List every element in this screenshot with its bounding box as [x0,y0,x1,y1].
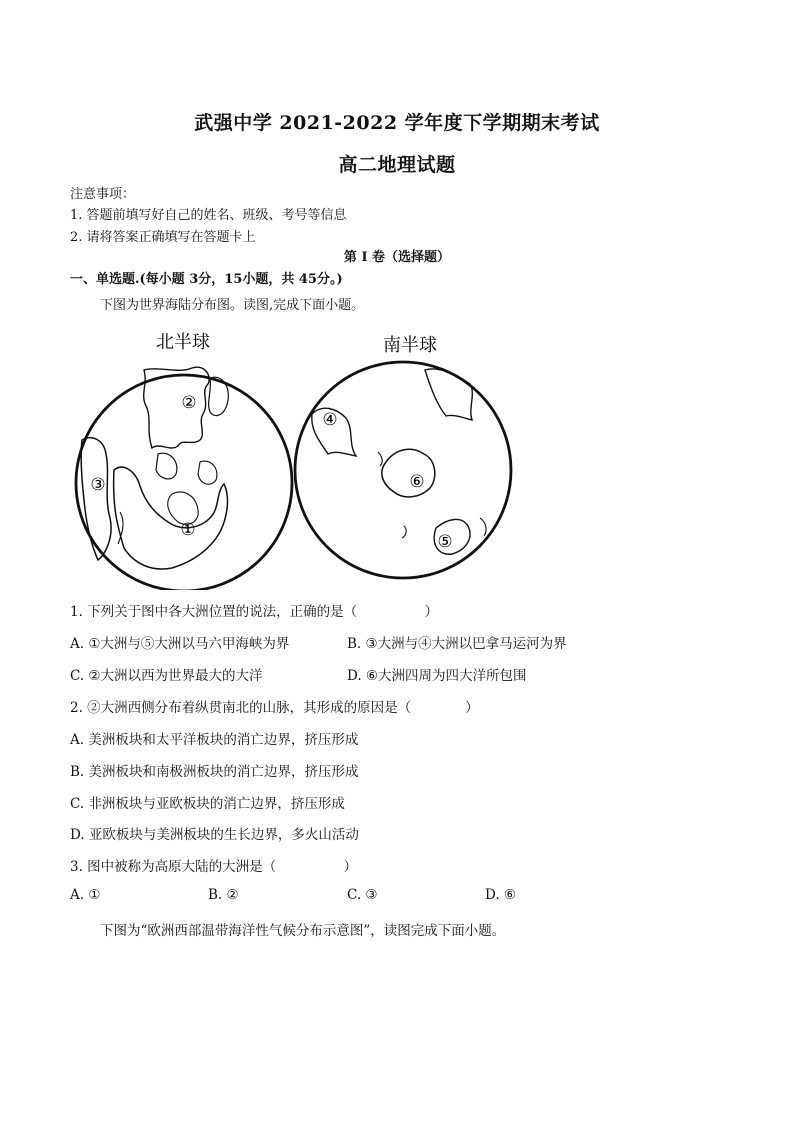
intro-text: 下图为世界海陆分布图。读图,完成下面小题。 [100,298,365,313]
notice-item: 1. 答题前填写好自己的姓名、班级、考号等信息 [70,208,347,223]
continent-marker-1: ① [180,520,196,540]
world-hemisphere-map [60,322,530,590]
part-heading: 一、单选题.(每小题 3分，15小题，共 45分。) [70,272,343,287]
question-3-option-b: B. ② [208,887,239,903]
question-2-option-d: D. 亚欧板块与美洲板块的生长边界，多火山活动 [70,827,359,843]
continent-marker-5: ⑤ [437,532,453,552]
question-2-option-a: A. 美洲板块和太平洋板块的消亡边界，挤压形成 [70,732,359,748]
question-1-option-c: C. ②大洲以西为世界最大的大洋 [70,668,263,684]
intro-text-2: 下图为“欧洲西部温带海洋性气候分布示意图”，读图完成下面小题。 [100,923,506,939]
question-1-option-d: D. ⑥大洲四周为四大洋所包围 [347,668,527,684]
north-hemisphere-label: 北半球 [156,332,210,353]
question-3-stem: 3. 图中被称为高原大陆的大洲是（ ） [70,859,358,875]
question-1-option-b: B. ③大洲与④大洲以巴拿马运河为界 [347,636,567,652]
question-3-option-c: C. ③ [347,887,378,903]
question-3-option-a: A. ① [70,887,101,903]
question-1-option-a: A. ①大洲与⑤大洲以马六甲海峡为界 [70,636,290,652]
question-2-stem: 2. ②大洲西侧分布着纵贯南北的山脉，其形成的原因是（ ） [70,700,479,716]
question-3-option-d: D. ⑥ [485,887,517,903]
notice-item: 2. 请将答案正确填写在答题卡上 [70,230,256,245]
continent-marker-3: ③ [90,475,106,495]
exam-title: 武强中学 2021-2022 学年度下学期期末考试 [194,112,600,134]
question-1-stem: 1. 下列关于图中各大洲位置的说法，正确的是（ ） [70,604,439,620]
notice-heading: 注意事项： [70,187,136,202]
question-2-option-b: B. 美洲板块和南极洲板块的消亡边界，挤压形成 [70,764,359,780]
south-hemisphere-label: 南半球 [383,335,437,356]
volume-heading: 第 I 卷（选择题） [343,250,451,265]
continent-marker-4: ④ [322,410,338,430]
continent-marker-2: ② [181,393,197,413]
exam-subtitle: 高二地理试题 [338,154,456,176]
continent-marker-6: ⑥ [409,472,425,492]
question-2-option-c: C. 非洲板块与亚欧板块的消亡边界，挤压形成 [70,796,345,812]
south-hemisphere-globe [295,362,511,578]
